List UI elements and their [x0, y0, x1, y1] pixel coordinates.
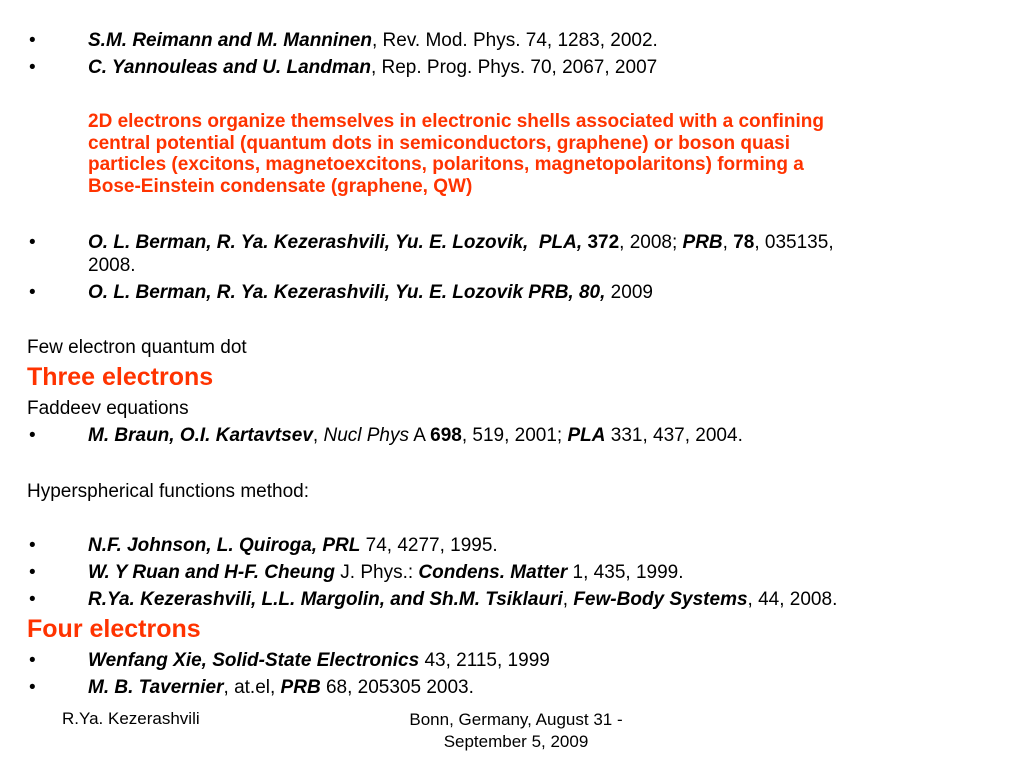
footer-author: R.Ya. Kezerashvili: [62, 709, 200, 728]
section-heading: Four electrons: [27, 615, 201, 643]
footer-venue-line: Bonn, Germany, August 31 -: [409, 710, 623, 729]
reference-citation: 74, 4277, 1995.: [360, 535, 498, 556]
intro-paragraph: [88, 111, 993, 197]
intro-line: central potential (quantum dots in semiconductors, graphene) or boson quasi: [88, 132, 791, 154]
section-label: Hyperspherical functions method:: [27, 481, 309, 502]
section-label: Few electron quantum dot: [27, 337, 247, 358]
bullet: •: [29, 650, 36, 671]
reference-continuation: 2008.: [88, 255, 136, 276]
volume: 78: [733, 232, 755, 253]
intro-line: particles (excitons, magnetoexcitons, polaritons, magnetopolaritons) forming a: [88, 154, 804, 175]
reference-authors: R.Ya. Kezerashvili, L.L. Margolin, and Sh.M. Tsiklauri: [88, 589, 563, 610]
journal-name: PLA: [567, 425, 606, 446]
journal-name: Few-Body Systems: [573, 589, 748, 610]
reference-authors: S.M. Reimann and M. Manninen: [88, 30, 372, 51]
bullet: •: [29, 282, 36, 303]
reference-item: • O. L. Berman, R. Ya. Kezerashvili, Yu. E. Lozovik, PLA, 372, 2008; PRB, 78, 035135, 2008.: [29, 232, 834, 276]
volume: 372: [587, 232, 620, 253]
reference-authors: O. L. Berman, R. Ya. Kezerashvili, Yu. E. Lozovik,: [88, 232, 529, 253]
reference-citation: 43, 2115, 1999: [419, 650, 550, 671]
bullet: •: [29, 57, 36, 78]
bullet: •: [29, 535, 36, 556]
reference-citation: 2009: [605, 282, 653, 303]
intro-line: 2D electrons organize themselves in electronic shells associated with a confining: [88, 111, 824, 132]
journal-name: PRB: [682, 232, 723, 253]
journal-name: PLA,: [538, 232, 583, 253]
reference-authors: M. B. Tavernier: [88, 677, 224, 698]
reference-authors: M. Braun, O.I. Kartavtsev: [88, 425, 313, 446]
reference-authors: W. Y Ruan and H-F. Cheung: [88, 562, 335, 583]
reference-citation: , Rev. Mod. Phys. 74, 1283, 2002.: [371, 30, 658, 51]
bullet: •: [29, 425, 36, 446]
bullet: •: [29, 30, 36, 51]
journal-name: PRB: [280, 677, 321, 698]
intro-line: Bose-Einstein condensate (graphene, QW): [88, 175, 473, 197]
footer-venue-line: September 5, 2009: [443, 732, 589, 751]
section-heading: Three electrons: [27, 363, 214, 391]
section-label: Faddeev equations: [27, 398, 189, 419]
reference-authors: O. L. Berman, R. Ya. Kezerashvili, Yu. E. Lozovik PRB, 80,: [88, 282, 606, 303]
bullet: •: [29, 232, 36, 253]
bullet: •: [29, 562, 36, 583]
footer-venue: [371, 709, 661, 753]
bullet: •: [29, 589, 36, 610]
journal-name: Condens. Matter: [418, 562, 568, 583]
reference-authors: Wenfang Xie, Solid-State Electronics: [88, 650, 420, 671]
reference-citation: , Rep. Prog. Phys. 70, 2067, 2007: [370, 57, 658, 78]
volume: 698: [430, 425, 462, 446]
reference-authors: N.F. Johnson, L. Quiroga, PRL: [88, 535, 361, 556]
bullet: •: [29, 677, 36, 698]
reference-authors: C. Yannouleas and U. Landman: [88, 57, 371, 78]
journal-name: Nucl Phys: [323, 425, 409, 446]
